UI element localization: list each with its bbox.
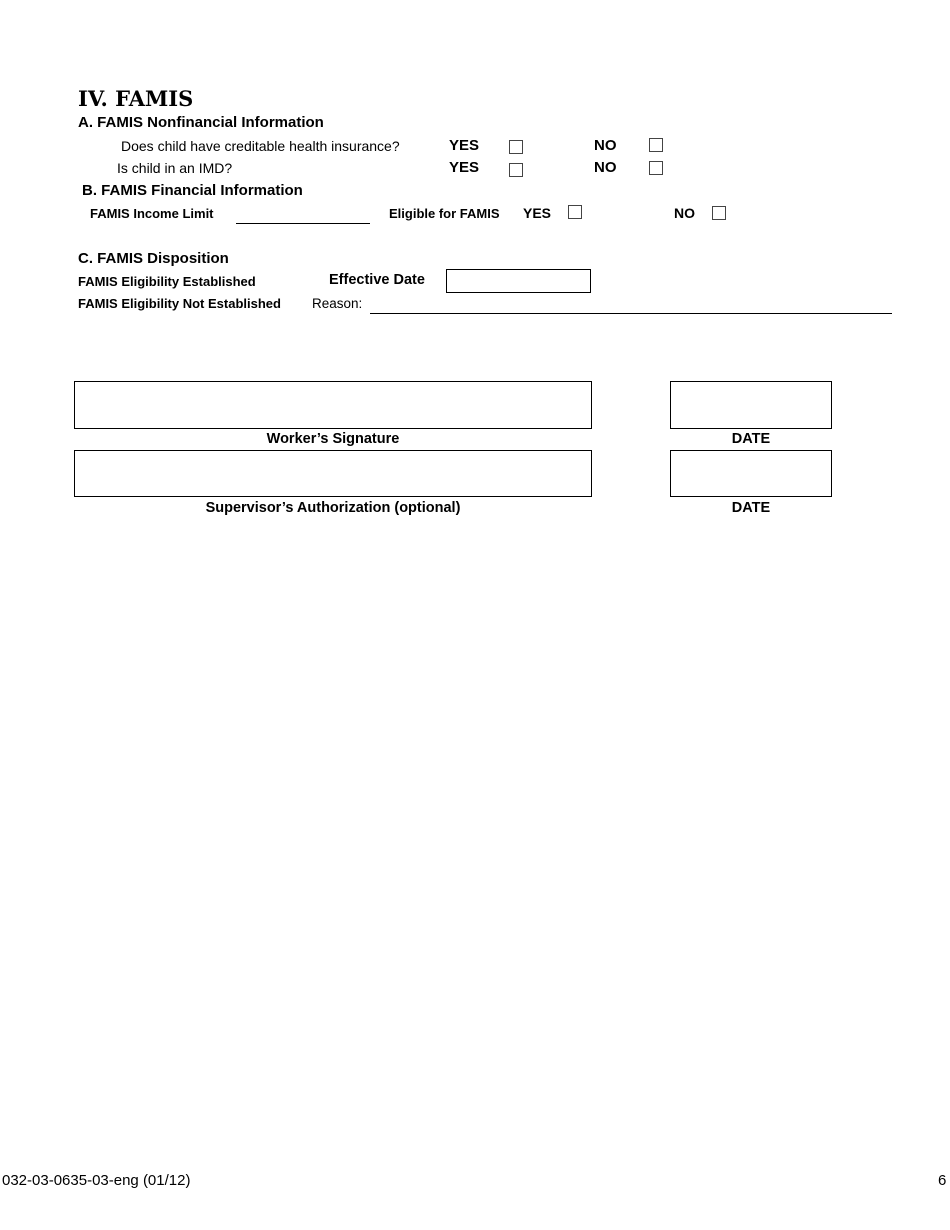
worker-date-box[interactable]	[670, 381, 832, 429]
q2-no-checkbox[interactable]	[649, 161, 663, 175]
page-number: 6	[938, 1172, 947, 1189]
eligible-yes-label: YES	[523, 205, 552, 221]
worker-date-label: DATE	[731, 431, 771, 447]
eligible-no-label: NO	[674, 205, 695, 221]
worker-signature-label: Worker’s Signature	[266, 431, 400, 447]
eligibility-established-label: FAMIS Eligibility Established	[78, 274, 256, 289]
eligible-label: Eligible for FAMIS	[389, 206, 500, 221]
q2-yes-label: YES	[449, 159, 480, 176]
eligible-yes-checkbox[interactable]	[568, 205, 582, 219]
question-health-insurance: Does child have creditable health insurance?	[121, 138, 400, 154]
supervisor-authorization-label: Supervisor’s Authorization (optional)	[205, 500, 461, 516]
supervisor-signature-box[interactable]	[74, 450, 592, 497]
nonfinancial-heading: A. FAMIS Nonfinancial Information	[78, 114, 324, 131]
q2-no-label: NO	[594, 159, 617, 176]
supervisor-date-label: DATE	[731, 500, 771, 516]
effective-date-field[interactable]	[446, 269, 591, 293]
eligibility-not-established-label: FAMIS Eligibility Not Established	[78, 296, 281, 311]
form-id: 032-03-0635-03-eng (01/12)	[2, 1172, 191, 1189]
disposition-heading: C. FAMIS Disposition	[78, 250, 229, 267]
income-limit-label: FAMIS Income Limit	[90, 206, 214, 221]
section-title: IV. FAMIS	[78, 86, 194, 111]
financial-heading: B. FAMIS Financial Information	[82, 182, 303, 199]
reason-label: Reason:	[312, 296, 363, 311]
q1-no-checkbox[interactable]	[649, 138, 663, 152]
q1-no-label: NO	[594, 137, 617, 154]
question-imd: Is child in an IMD?	[117, 160, 233, 176]
effective-date-label: Effective Date	[329, 272, 425, 288]
q2-yes-checkbox[interactable]	[509, 163, 523, 177]
worker-signature-box[interactable]	[74, 381, 592, 429]
reason-field[interactable]	[370, 313, 892, 314]
income-limit-field[interactable]	[236, 223, 370, 224]
q1-yes-label: YES	[449, 137, 480, 154]
supervisor-date-box[interactable]	[670, 450, 832, 497]
q1-yes-checkbox[interactable]	[509, 140, 523, 154]
eligible-no-checkbox[interactable]	[712, 206, 726, 220]
